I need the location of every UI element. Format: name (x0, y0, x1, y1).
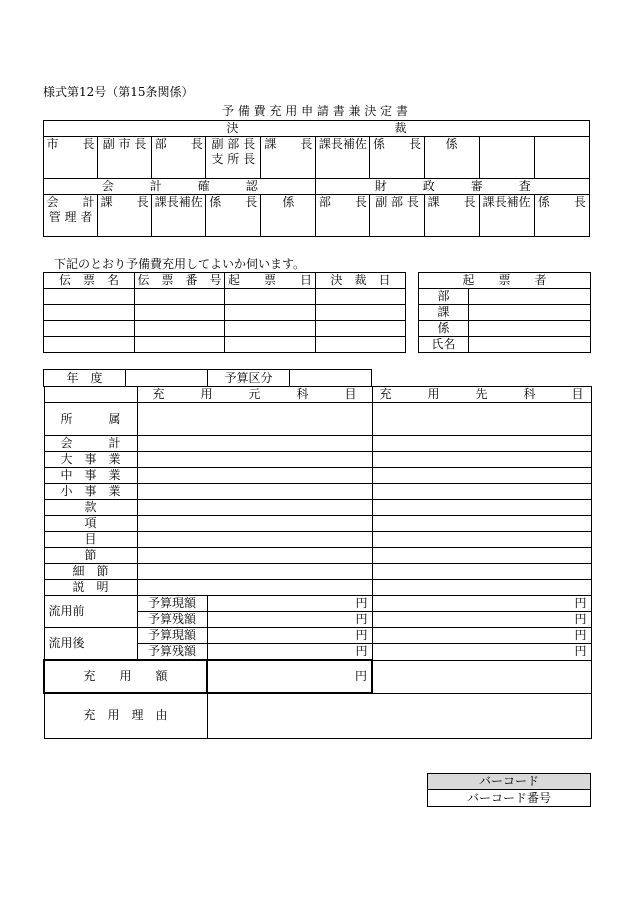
to-cell[interactable] (372, 436, 591, 452)
row-label: 小 事 業 (44, 484, 137, 500)
from-cell[interactable] (137, 564, 372, 580)
approver-cell[interactable]: 副 部 長 支 所 長 (206, 137, 261, 179)
from-amount[interactable]: 円 (207, 596, 372, 612)
to-amount[interactable]: 円 (372, 628, 591, 644)
approver-cell[interactable]: 係 長 (206, 195, 261, 237)
to-cell[interactable] (372, 564, 591, 580)
drafter-value[interactable] (469, 321, 591, 337)
drafter-header: 起 票 者 (419, 273, 591, 289)
voucher-cell[interactable] (225, 337, 316, 353)
voucher-name-header: 伝 票 名 (44, 273, 135, 289)
notice-text: 下記のとおり予備費充用してよいか伺います。 (54, 257, 306, 271)
from-cell[interactable] (137, 452, 372, 468)
approver-cell[interactable]: 課 長 (424, 195, 479, 237)
approver-cell[interactable]: 部 長 (316, 195, 370, 237)
nendo-label: 年 度 (44, 370, 126, 387)
to-cell[interactable] (372, 484, 591, 500)
from-header: 充 用 元 科 目 (137, 387, 372, 403)
to-cell[interactable] (372, 516, 591, 532)
year-table (43, 369, 372, 387)
amount-value[interactable]: 円 (207, 660, 372, 693)
kessai-header: 決 裁 (44, 121, 590, 137)
yosan-kubun-label: 予算区分 (208, 370, 290, 387)
drafter-label: 課 (419, 305, 469, 321)
approver-cell[interactable]: 課 長 (98, 195, 152, 237)
row-label: 中 事 業 (44, 468, 137, 484)
main-table (43, 386, 592, 739)
voucher-cell[interactable] (44, 305, 135, 321)
zangaku-label: 予算残額 (137, 612, 207, 628)
from-cell[interactable] (137, 500, 372, 516)
drafter-table (418, 272, 591, 353)
after-label (44, 628, 137, 661)
voucher-cell[interactable] (135, 289, 225, 305)
reason-label: 充 用 理 由 (44, 693, 207, 738)
from-amount[interactable]: 円 (207, 644, 372, 661)
from-cell[interactable] (137, 580, 372, 596)
form-title: 予 備 費 充 用 申 請 書 兼 決 定 書 (222, 104, 408, 118)
to-cell[interactable] (372, 500, 591, 516)
to-cell[interactable] (372, 468, 591, 484)
to-header: 充 用 先 科 目 (372, 387, 591, 403)
approver-cell[interactable]: 課 長 (261, 137, 316, 179)
approval-table (43, 120, 590, 237)
voucher-cell[interactable] (135, 305, 225, 321)
from-amount[interactable]: 円 (207, 628, 372, 644)
approver-cell[interactable]: 係 長 (534, 195, 589, 237)
voucher-number-header: 伝 票 番 号 (135, 273, 225, 289)
amount-blank (372, 660, 591, 693)
approver-cell[interactable]: 課長補佐 (316, 137, 370, 179)
from-cell[interactable] (137, 516, 372, 532)
row-label: 節 (44, 548, 137, 564)
voucher-cell[interactable] (135, 321, 225, 337)
to-amount[interactable]: 円 (372, 612, 591, 628)
voucher-cell[interactable] (316, 321, 406, 337)
approver-cell[interactable]: 市 長 (44, 137, 98, 179)
voucher-cell[interactable] (225, 305, 316, 321)
drafter-label: 部 (419, 289, 469, 305)
row-label: 大 事 業 (44, 452, 137, 468)
row-label: 目 (44, 532, 137, 548)
form-number: 様式第12号（第15条関係） (43, 85, 194, 99)
approver-cell[interactable]: 課長補佐 (479, 195, 534, 237)
voucher-table (43, 272, 406, 353)
voucher-cell[interactable] (44, 289, 135, 305)
to-amount[interactable]: 円 (372, 644, 591, 661)
after-label-text: 流用後 (48, 636, 85, 650)
voucher-cell[interactable] (225, 321, 316, 337)
drafter-value[interactable] (469, 337, 591, 353)
nendo-value[interactable] (126, 370, 208, 387)
to-amount[interactable]: 円 (372, 596, 591, 612)
voucher-cell[interactable] (316, 289, 406, 305)
blank-corner (44, 387, 137, 403)
genkaku-label: 予算現額 (137, 596, 207, 612)
from-cell[interactable] (137, 532, 372, 548)
approver-cell[interactable]: 副 市 長 (98, 137, 152, 179)
from-cell[interactable] (137, 468, 372, 484)
barcode-label: バーコード (428, 774, 591, 790)
approver-cell[interactable]: 副 部 長 (370, 195, 424, 237)
yosan-kubun-value[interactable] (290, 370, 372, 387)
to-cell[interactable] (372, 548, 591, 564)
row-label: 款 (44, 500, 137, 516)
genkaku-label: 予算現額 (137, 628, 207, 644)
approver-cell[interactable]: 係 (261, 195, 316, 237)
drafter-label: 係 (419, 321, 469, 337)
row-label: 会 計 (44, 436, 137, 452)
to-cell[interactable] (372, 403, 591, 436)
barcode-number: バーコード番号 (428, 790, 591, 807)
kaikei-kakunin-header: 会 計 確 認 (44, 179, 316, 195)
row-label: 細 節 (44, 564, 137, 580)
from-amount[interactable]: 円 (207, 612, 372, 628)
from-cell[interactable] (137, 436, 372, 452)
before-label (44, 596, 137, 628)
zangaku-label: 予算残額 (137, 644, 207, 661)
voucher-cell[interactable] (44, 337, 135, 353)
approver-cell[interactable] (479, 137, 534, 179)
voucher-cell[interactable] (316, 305, 406, 321)
zaisei-shinsa-header: 財 政 審 査 (316, 179, 590, 195)
voucher-cell[interactable] (225, 289, 316, 305)
approver-cell[interactable]: 会 計 管 理 者 (44, 195, 98, 237)
voucher-cell[interactable] (44, 321, 135, 337)
row-label-shozoku: 所 属 (44, 403, 137, 436)
approver-cell[interactable]: 課長補佐 (152, 195, 206, 237)
barcode-box (427, 773, 591, 807)
to-cell[interactable] (372, 580, 591, 596)
draft-date-header: 起 票 日 (225, 273, 316, 289)
from-cell[interactable] (137, 403, 372, 436)
row-label: 項 (44, 516, 137, 532)
reason-value[interactable] (207, 693, 591, 738)
before-label-text: 流用前 (48, 604, 85, 618)
approver-cell[interactable]: 部 長 (152, 137, 206, 179)
drafter-label: 氏名 (419, 337, 469, 353)
row-label: 説 明 (44, 580, 137, 596)
from-cell[interactable] (137, 548, 372, 564)
approver-cell[interactable]: 係 (424, 137, 479, 179)
approval-date-header: 決 裁 日 (316, 273, 406, 289)
drafter-value[interactable] (469, 289, 591, 305)
voucher-cell[interactable] (135, 337, 225, 353)
to-cell[interactable] (372, 452, 591, 468)
amount-label: 充 用 額 (44, 660, 207, 693)
approver-cell[interactable] (534, 137, 589, 179)
from-cell[interactable] (137, 484, 372, 500)
drafter-value[interactable] (469, 305, 591, 321)
voucher-cell[interactable] (316, 337, 406, 353)
to-cell[interactable] (372, 532, 591, 548)
approver-cell[interactable]: 係 長 (370, 137, 424, 179)
